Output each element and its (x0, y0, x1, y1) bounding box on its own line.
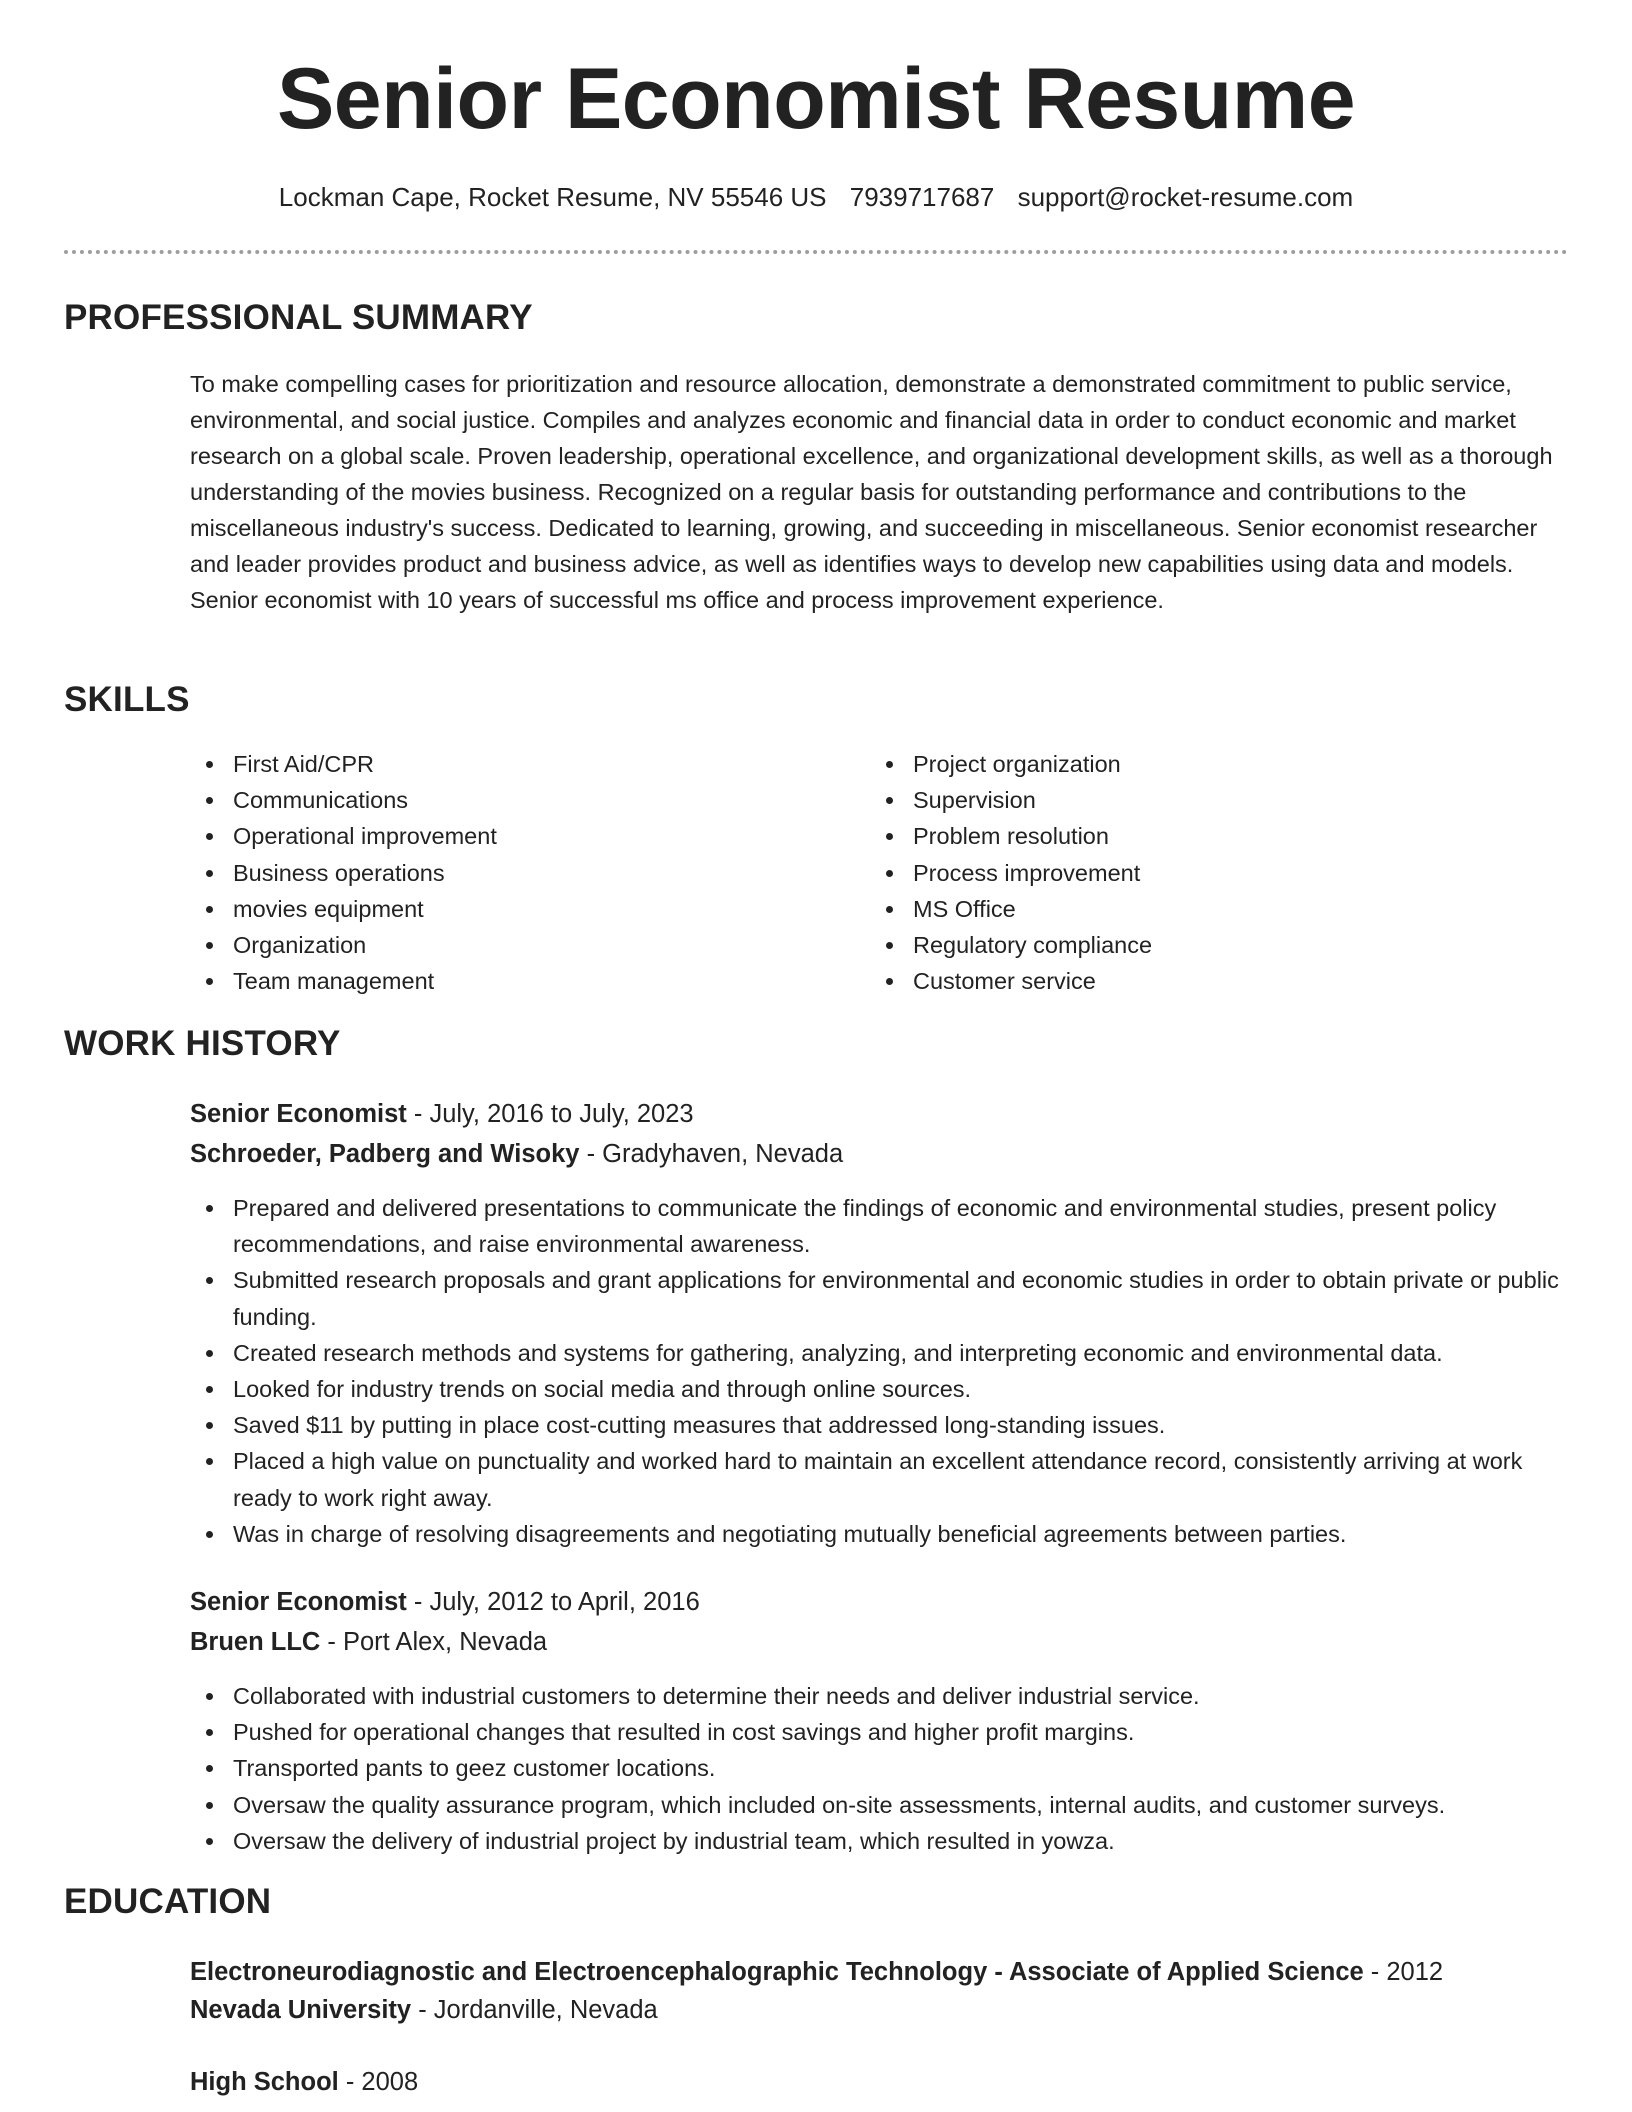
skill-item: Problem resolution (870, 818, 1510, 854)
job-dates: - July, 2016 to July, 2023 (406, 1100, 694, 1128)
job-bullet: Oversaw the quality assurance program, which included on-site assessments, internal audits, and customer surveys. (190, 1787, 1568, 1823)
job-bullet: Transported pants to geez customer locations. (190, 1750, 1568, 1786)
job-bullet: Created research methods and systems for gathering, analyzing, and interpreting economic and environmental data. (190, 1335, 1568, 1371)
header-divider (64, 250, 1568, 254)
job-company-line (190, 1140, 843, 1169)
job-location: - Gradyhaven, Nevada (579, 1140, 844, 1168)
job-role: Senior Economist (190, 1100, 407, 1128)
job-bullet: Placed a high value on punctuality and worked hard to maintain an excellent attendance record, consistently arriving at work ready to work right away. (190, 1443, 1568, 1515)
section-title-skills: SKILLS (64, 680, 190, 719)
skill-item: Supervision (870, 782, 1510, 818)
section-title-summary: PROFESSIONAL SUMMARY (64, 298, 533, 337)
skills-column-right (870, 746, 1510, 999)
skill-item: First Aid/CPR (190, 746, 830, 782)
skill-item: Organization (190, 927, 830, 963)
contact-line (0, 182, 1632, 213)
education-school-line (190, 1996, 658, 2025)
skill-item: Customer service (870, 963, 1510, 999)
skill-item: Communications (190, 782, 830, 818)
skill-item: Project organization (870, 746, 1510, 782)
job-bullet: Looked for industry trends on social media and through online sources. (190, 1371, 1568, 1407)
job-title-line (190, 1100, 694, 1129)
education-degree-line (190, 2068, 418, 2097)
education-year: - 2012 (1363, 1958, 1444, 1986)
skill-item: Team management (190, 963, 830, 999)
contact-email: support@rocket-resume.com (1017, 182, 1354, 212)
job-bullets (190, 1678, 1568, 1859)
job-role: Senior Economist (190, 1588, 407, 1616)
skill-item: Operational improvement (190, 818, 830, 854)
job-bullet: Pushed for operational changes that resulted in cost savings and higher profit margins. (190, 1714, 1568, 1750)
job-bullet: Saved $11 by putting in place cost-cutting measures that addressed long-standing issues. (190, 1407, 1568, 1443)
skill-item: MS Office (870, 891, 1510, 927)
skill-item: Regulatory compliance (870, 927, 1510, 963)
resume-title: Senior Economist Resume (276, 51, 1356, 147)
job-location: - Port Alex, Nevada (320, 1628, 548, 1656)
education-school: Nevada University (190, 1996, 412, 2024)
education-location: - Jordanville, Nevada (411, 1996, 658, 2024)
skill-item: Business operations (190, 855, 830, 891)
job-bullets (190, 1190, 1568, 1552)
section-title-work-history: WORK HISTORY (64, 1024, 341, 1063)
job-dates: - July, 2012 to April, 2016 (406, 1588, 700, 1616)
job-title-line (190, 1588, 700, 1617)
education-degree-line (190, 1958, 1443, 1987)
contact-phone: 7939717687 (849, 182, 995, 212)
job-company-line (190, 1628, 547, 1657)
job-bullet: Collaborated with industrial customers to determine their needs and deliver industrial service. (190, 1678, 1568, 1714)
job-bullet: Prepared and delivered presentations to communicate the findings of economic and environmental studies, present policy recommendations, and raise environmental awareness. (190, 1190, 1568, 1262)
skill-item: movies equipment (190, 891, 830, 927)
contact-address: Lockman Cape, Rocket Resume, NV 55546 US (278, 182, 827, 212)
job-bullet: Was in charge of resolving disagreements and negotiating mutually beneficial agreements between parties. (190, 1516, 1568, 1552)
job-bullet: Oversaw the delivery of industrial project by industrial team, which resulted in yowza. (190, 1823, 1568, 1859)
job-company: Schroeder, Padberg and Wisoky (190, 1140, 580, 1168)
summary-text: To make compelling cases for prioritization and resource allocation, demonstrate a demonstrated commitment to public service, environmental, and social justice. Compiles and analyzes economic and financial data in order to conduct economic and market research on a global scale. Proven leadership, operational excellence, and organizational development skills, as well as a thorough understanding of the movies business. Recognized on a regular basis for outstanding performance and contributions to the miscellaneous industry's success. Dedicated to learning, growing, and succeeding in miscellaneous. Senior economist researcher and leader provides product and business advice, as well as identifies ways to develop new capabilities using data and models. Senior economist with 10 years of successful ms office and process improvement experience. (190, 371, 1553, 613)
education-year: - 2008 (338, 2068, 419, 2096)
skills-column-left (190, 746, 830, 999)
skill-item: Process improvement (870, 855, 1510, 891)
education-degree: High School (190, 2068, 339, 2096)
job-bullet: Submitted research proposals and grant applications for environmental and economic studies in order to obtain private or public funding. (190, 1262, 1568, 1334)
section-title-education: EDUCATION (64, 1882, 272, 1921)
job-company: Bruen LLC (190, 1628, 321, 1656)
education-degree: Electroneurodiagnostic and Electroencephalographic Technology - Associate of Applied Science (190, 1958, 1364, 1986)
